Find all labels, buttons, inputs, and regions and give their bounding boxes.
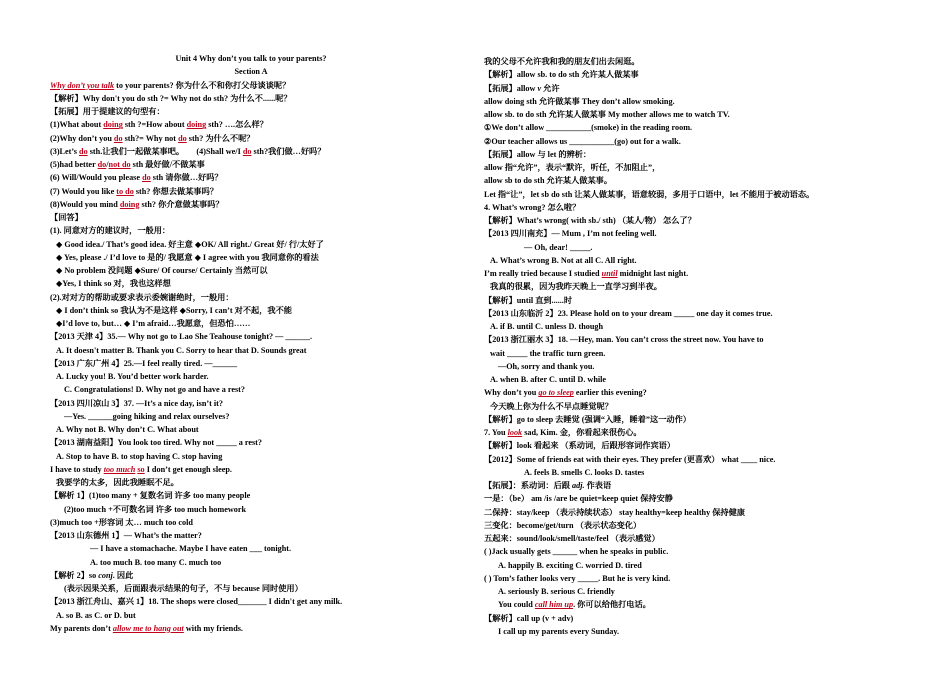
right-text-line: 我真的很累，因为我昨天晚上一直学习到半夜。	[490, 282, 662, 292]
left-text-line: (7) Would you like to do sth? 你想去做某事吗？	[50, 186, 218, 196]
right-text-line: 【解析】What’s wrong( with sb./ sth) （某人/物） 怎么了？	[484, 216, 696, 225]
left-text-line: 我要学的太多，因此我睡眠不足。	[56, 478, 179, 487]
right-text-line: Why don’t you go to sleep earlier this evening?	[484, 388, 647, 398]
right-text-line: 【解析】call up (v + adv)	[484, 613, 574, 623]
left-text-line: A. Lucky you! B. You’d better work harder.	[56, 372, 209, 381]
right-text-line: ①We don’t allow ___________(smoke) in the reading room.	[484, 123, 693, 133]
left-text-line: Section A	[234, 67, 268, 77]
right-text-line: 【拓展】：系动词：后跟 adj. 作表语	[484, 481, 612, 490]
left-text-line: (8)Would you mind doing sth? 你介意做某事吗？	[50, 199, 224, 209]
right-text-line: Let 指“让”，let sb do sth 让某人做某事，语意较弱，多用于口语中，let 不能用于被动语态。	[484, 189, 815, 199]
left-text-line: (2)Why don’t you do sth?= Why not do sth? 为什么不呢？	[50, 133, 255, 143]
left-text-line: Why don’t you talk to your parents? 你为什么不和你打父母谈谈呢？	[50, 80, 291, 90]
left-text-line: ◆I’d love to, but… ◆ I’m afraid…我愿意，但恐怕……	[56, 319, 251, 328]
right-text-line: A. when B. after C. until D. while	[490, 375, 607, 384]
left-text-line: 【2013 浙江舟山、嘉兴 1】18. The shops were closed_______ I didn't get any milk.	[50, 597, 343, 607]
right-text-line: A. seriously B. serious C. friendly	[498, 587, 615, 596]
left-text-line: (6) Will/Would you please do sth 请你做…好吗？	[50, 173, 223, 183]
right-text-line: 一是：（be） am /is /are be quiet=keep quiet 保持安静	[484, 494, 673, 504]
right-text-line: —Oh, sorry and thank you.	[498, 361, 595, 371]
right-text-line: 【解析】allow sb. to do sth 允许某人做某事	[484, 70, 639, 80]
right-text-line: 【解析】until 直到......时	[484, 295, 573, 305]
left-text-line: ◆ Good idea./ That’s good idea. 好主意 ◆OK/ All right./ Great 好/ 行/太好了	[56, 239, 324, 249]
right-text-line: allow sb. to do sth 允许某人做某事 My mother allows me to watch TV.	[484, 110, 730, 119]
left-text-line: (3)much too +形容词 太… much too cold	[50, 517, 193, 527]
left-text-line: 【2013 天津 4】35.— Why not go to Lao She Teahouse tonight? — ______.	[50, 332, 313, 342]
left-text-line: ◆ No problem 没问题 ◆Sure/ Of course/ Certainly 当然可以	[56, 266, 268, 275]
right-text-line: A. feels B. smells C. looks D. tastes	[524, 467, 645, 477]
left-text-line: (表示因果关系，后面跟表示结果的句子，不与 because 同时使用）	[64, 584, 303, 593]
left-text-line: I have to study too much so I don’t get enough sleep.	[50, 464, 232, 474]
right-text-line: 二保持：stay/keep （表示持续状态） stay healthy=keep healthy 保持健康	[484, 507, 745, 517]
right-text-line: allow doing sth 允许做某事 They don’t allow smoking.	[484, 96, 675, 106]
left-text-line: A. Stop to have B. to stop having C. stop having	[56, 451, 223, 461]
left-text-line: 【回答】	[50, 213, 83, 222]
right-text-line: ②Our teacher allows us ___________(go) out for a walk.	[484, 136, 681, 146]
right-text-line: ( )Jack usually gets ______ when he speaks in public.	[484, 547, 669, 557]
left-text-line: ◆ Yes, please ./ I’d love to 是的/ 我愿意 ◆ I agree with you 我同意你的看法	[56, 252, 319, 262]
right-column	[484, 55, 924, 638]
left-text-line: ◆ I don’t think so 我认为不是这样 ◆Sorry, I can’t 对不起，我不能	[56, 305, 292, 315]
right-text-line: You could call him up. 你可以给他打电话。	[498, 600, 651, 610]
left-text-line: A. Why not B. Why don’t C. What about	[56, 425, 199, 434]
right-text-line: 今天晚上你为什么不早点睡觉呢？	[490, 401, 613, 411]
right-text-line: ( ) Tom’s father looks very _____. But he is very kind.	[484, 573, 671, 583]
left-text-line: 【2013 湖南益阳】You look too tired. Why not _____ a rest?	[50, 438, 262, 448]
right-text-line: 【2012】Some of friends eat with their eyes. They prefer (更喜欢） what ____ nice.	[484, 454, 776, 464]
left-text-line: 【2013 四川凉山 3】37. —It’s a nice day, isn’t it?	[50, 398, 223, 408]
right-text-line: 【2013 浙江丽水 3】18. —Hey, man. You can’t cross the street now. You have to	[484, 335, 764, 345]
right-text-line: wait _____ the traffic turn green.	[490, 348, 606, 358]
right-text-line: A. What’s wrong B. Not at all C. All right.	[490, 255, 637, 265]
left-text-line: A. so B. as C. or D. but	[56, 610, 136, 620]
right-text-line: — Oh, dear! _____.	[524, 242, 593, 252]
right-text-line: 【2013 山东临沂 2】23. Please hold on to your dream _____ one day it comes true.	[484, 308, 773, 318]
right-text-line: 我的父母不允许我和我的朋友们出去闲逛。	[484, 57, 640, 66]
left-text-line: 【2013 广东广州 4】25.—I feel really tired. —______	[50, 358, 238, 368]
left-text-line: ◆Yes, I think so 对，我也这样想	[56, 279, 171, 289]
left-text-line: —Yes. ______going hiking and relax ourselves?	[64, 411, 230, 421]
right-text-line: 【拓展】allow v 允许	[484, 83, 560, 93]
left-text-line: Unit 4 Why don’t you talk to your parents?	[175, 54, 327, 63]
left-text-line: 【解析 2】so conj. 因此	[50, 570, 134, 580]
left-text-line: (1). 同意对方的建议时，一般用：	[50, 226, 171, 236]
left-text-line: (2).对对方的帮助或要求表示委婉谢绝时，一般用：	[50, 292, 234, 302]
left-text-line: (3)Let’s do sth.让我们一起做某事吧。 (4)Shall we/I do sth?我们做…好吗？	[50, 146, 326, 156]
right-text-line: 三变化：become/get/turn （表示状态变化）	[484, 520, 642, 530]
right-text-line: I’m really tried because I studied until midnight last night.	[484, 269, 689, 278]
left-text-line: (5)had better do/not do sth 最好做/不做某事	[50, 160, 205, 169]
right-text-line: allow sb to do sth 允许某人做某事。	[484, 176, 613, 186]
right-text-line: 【2013 四川南充】— Mum , I’m not feeling well.	[484, 229, 657, 239]
right-text-line: 4. What’s wrong? 怎么啦？	[484, 202, 581, 212]
right-text-line: 【解析】look 看起来 （系动词，后跟形容词作宾语）	[484, 441, 676, 451]
left-text-line: A. too much B. too many C. much too	[90, 557, 222, 567]
left-text-line: 【拓展】用于提建议的句型有：	[50, 107, 165, 116]
left-text-line: (1)What about doing sth ?=How about doing sth? ….怎么样？	[50, 120, 268, 130]
left-text-line: My parents don’t allow me to hang out with my friends.	[50, 623, 243, 633]
left-text-line: C. Congratulations! D. Why not go and have a rest?	[64, 385, 245, 395]
left-text-line: 【解析】Why don't you do sth ?= Why not do sth? 为什么不......呢？	[50, 93, 292, 103]
right-text-line: A. happily B. exciting C. worried D. tired	[498, 560, 642, 570]
right-text-line: 【解析】go to sleep 去睡觉 (强调“入睡，睡着”这一动作）	[484, 414, 691, 424]
left-text-line: 【解析 1】(1)too many + 复数名词 许多 too many people	[50, 491, 251, 501]
left-text-line: — I have a stomachache. Maybe I have eaten ___ tonight.	[90, 544, 292, 554]
right-text-line: allow 指“允许”，表示“默许，听任，不加阻止”，	[484, 163, 661, 172]
right-text-line: 7. You look sad, Kim. 金，你看起来很伤心。	[484, 428, 642, 437]
left-text-line: 【2013 山东德州 1】— What’s the matter?	[50, 531, 202, 540]
right-text-line: A. if B. until C. unless D. though	[490, 322, 604, 331]
left-text-line: A. It doesn't matter B. Thank you C. Sorry to hear that D. Sounds great	[56, 345, 307, 355]
left-column	[50, 52, 452, 635]
right-text-line: 【拓展】allow 与 let 的辨析：	[484, 149, 592, 159]
right-text-line: I call up my parents every Sunday.	[498, 626, 620, 636]
right-text-line: 五起来：sound/look/smell/taste/feel （表示感觉）	[484, 534, 660, 543]
left-text-line: (2)too much +不可数名词 许多 too much homework	[64, 504, 247, 514]
